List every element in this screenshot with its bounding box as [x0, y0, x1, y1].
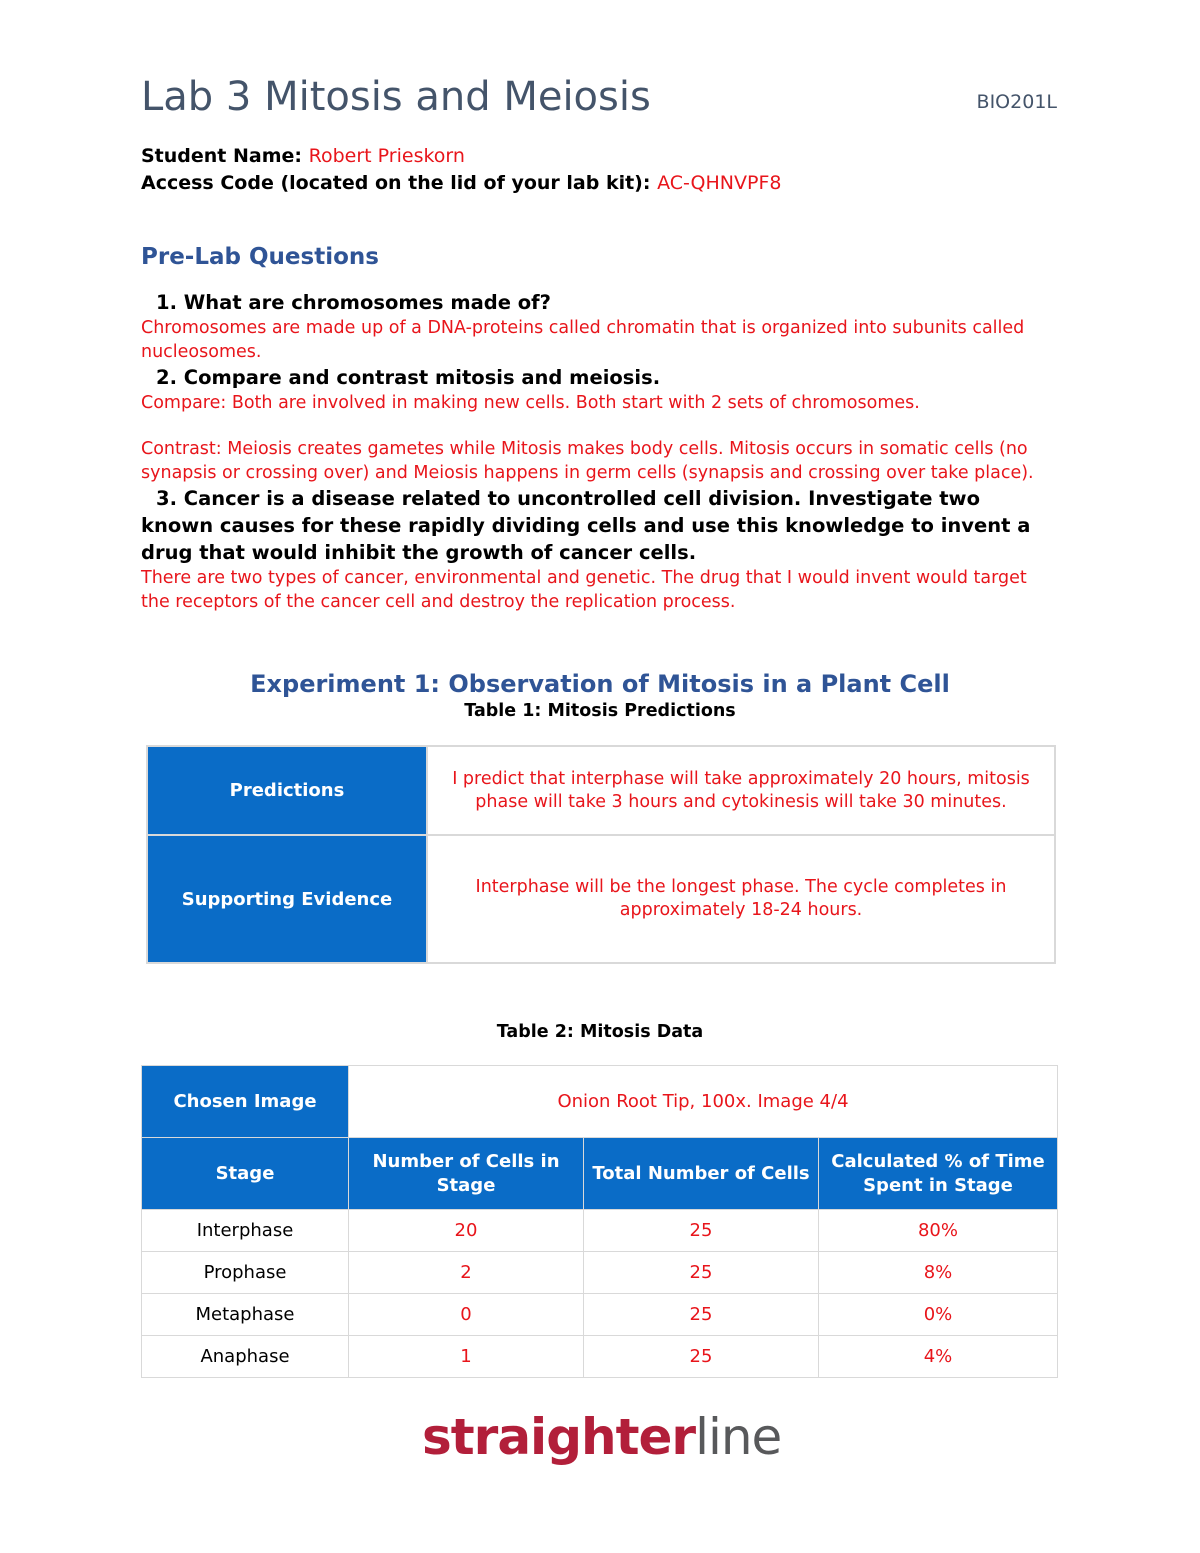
- straighterline-logo: straighterline: [422, 1408, 782, 1466]
- title-row: [141, 74, 1057, 124]
- student-name-label: Student Name: [141, 145, 295, 167]
- answer-3: There are two types of cancer, environmental and genetic. The drug that I would invent would target the receptors of the cancer cell and destroy the replication process.: [141, 568, 1027, 612]
- total-cells-cell: 25: [584, 1252, 819, 1294]
- student-name-line: Student Name: Robert Prieskorn: [141, 145, 465, 167]
- table-header-row: [142, 1138, 1058, 1210]
- total-cells-cell: 25: [584, 1294, 819, 1336]
- percent-time-cell: 80%: [819, 1210, 1058, 1252]
- chosen-image-value: Onion Root Tip, 100x. Image 4/4: [349, 1066, 1058, 1138]
- mitosis-data-table: [141, 1065, 1058, 1378]
- percent-time-cell: 0%: [819, 1294, 1058, 1336]
- prelab-heading: Pre-Lab Questions: [141, 244, 379, 270]
- predictions-label: Predictions: [147, 746, 427, 835]
- table-row: [142, 1066, 1058, 1138]
- predictions-value: I predict that interphase will take approximately 20 hours, mitosis phase will take 3 hours and cytokinesis will take 30 minutes.: [427, 746, 1055, 835]
- prelab-questions: [141, 289, 1056, 614]
- table-row: [142, 1336, 1058, 1378]
- question-2: 2. Compare and contrast mitosis and meiosis.: [156, 366, 661, 389]
- predictions-table: [146, 745, 1056, 964]
- cells-in-stage-cell: 20: [349, 1210, 584, 1252]
- student-info: [141, 143, 782, 197]
- access-code-line: Access Code (located on the lid of your lab kit): AC-QHNVPF8: [141, 172, 782, 194]
- cells-in-stage-cell: 2: [349, 1252, 584, 1294]
- percent-time-cell: 8%: [819, 1252, 1058, 1294]
- chosen-image-label: Chosen Image: [142, 1066, 349, 1138]
- question-1: 1. What are chromosomes made of?: [156, 291, 551, 314]
- experiment-heading: Experiment 1: Observation of Mitosis in a Plant Cell: [250, 670, 950, 698]
- table-row: [142, 1294, 1058, 1336]
- column-header: Stage: [142, 1138, 349, 1210]
- stage-cell: Prophase: [142, 1252, 349, 1294]
- access-code-label: Access Code (located on the lid of your lab kit): [141, 172, 643, 194]
- evidence-label: Supporting Evidence: [147, 835, 427, 963]
- question-3: 3. Cancer is a disease related to uncontrolled cell division. Investigate two known causes for these rapidly dividing cells and use this knowledge to invent a drug that would inhibit the growth of cancer cells.: [141, 487, 1031, 564]
- table-2-caption: Table 2: Mitosis Data: [496, 1022, 704, 1042]
- student-name-value: Robert Prieskorn: [308, 145, 465, 167]
- document-title: Lab 3 Mitosis and Meiosis: [141, 74, 651, 120]
- table-row: [142, 1210, 1058, 1252]
- stage-cell: Anaphase: [142, 1336, 349, 1378]
- table-row: [147, 835, 1055, 963]
- table-row: [147, 746, 1055, 835]
- access-code-value: AC-QHNVPF8: [657, 172, 782, 194]
- table-1-caption: Table 1: Mitosis Predictions: [464, 701, 736, 721]
- percent-time-cell: 4%: [819, 1336, 1058, 1378]
- column-header: Total Number of Cells: [584, 1138, 819, 1210]
- cells-in-stage-cell: 1: [349, 1336, 584, 1378]
- column-header: Calculated % of Time Spent in Stage: [819, 1138, 1058, 1210]
- course-code: BIO201L: [976, 91, 1057, 113]
- stage-cell: Interphase: [142, 1210, 349, 1252]
- total-cells-cell: 25: [584, 1336, 819, 1378]
- column-header: Number of Cells in Stage: [349, 1138, 584, 1210]
- total-cells-cell: 25: [584, 1210, 819, 1252]
- cells-in-stage-cell: 0: [349, 1294, 584, 1336]
- stage-cell: Metaphase: [142, 1294, 349, 1336]
- answer-1: Chromosomes are made up of a DNA-proteins called chromatin that is organized into subunits called nucleosomes.: [141, 318, 1025, 362]
- answer-2-compare: Compare: Both are involved in making new cells. Both start with 2 sets of chromosomes.: [141, 393, 920, 413]
- table-row: [142, 1252, 1058, 1294]
- evidence-value: Interphase will be the longest phase. The cycle completes in approximately 18-24 hours.: [427, 835, 1055, 963]
- answer-2-contrast: Contrast: Meiosis creates gametes while Mitosis makes body cells. Mitosis occurs in somatic cells (no synapsis or crossing over) and Meiosis happens in germ cells (synapsis and crossing over take place).: [141, 439, 1034, 483]
